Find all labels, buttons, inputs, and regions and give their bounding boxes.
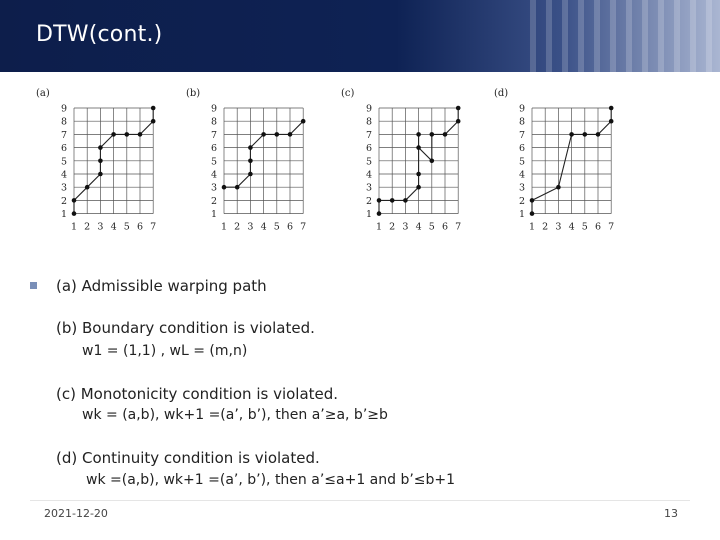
y-tick-label: 1 — [60, 209, 68, 221]
y-tick-label: 8 — [365, 116, 373, 128]
x-tick-label: 7 — [150, 221, 157, 233]
y-tick-label: 4 — [518, 169, 526, 181]
x-tick-label: 2 — [84, 221, 91, 233]
path-point — [443, 132, 448, 137]
x-tick-label: 7 — [300, 221, 307, 233]
path-point — [98, 145, 103, 150]
y-tick-label: 3 — [365, 182, 373, 194]
y-tick-label: 8 — [210, 116, 218, 128]
path-point — [609, 106, 614, 111]
y-tick-label: 9 — [210, 103, 218, 115]
y-tick-label: 1 — [518, 209, 526, 221]
footer-date: 2021-12-20 — [44, 507, 108, 520]
x-tick-label: 2 — [542, 221, 549, 233]
x-tick-label: 1 — [70, 221, 78, 233]
path-point — [416, 132, 421, 137]
y-tick-label: 9 — [518, 103, 526, 115]
x-tick-label: 2 — [234, 221, 241, 233]
x-tick-label: 1 — [220, 221, 228, 233]
x-tick-label: 3 — [555, 221, 562, 233]
y-tick-label: 3 — [518, 182, 526, 194]
path-point — [609, 119, 614, 124]
path-point — [98, 172, 103, 177]
y-tick-label: 5 — [518, 156, 526, 168]
path-point — [248, 159, 253, 164]
x-tick-label: 4 — [415, 221, 422, 233]
path-point — [275, 132, 280, 137]
y-tick-label: 6 — [365, 143, 373, 155]
path-point — [569, 132, 574, 137]
x-tick-label: 5 — [123, 221, 130, 233]
path-point — [288, 132, 293, 137]
x-tick-label: 3 — [402, 221, 409, 233]
x-tick-label: 5 — [428, 221, 435, 233]
panel-b — [186, 88, 306, 233]
path-point — [301, 119, 306, 124]
path-point — [72, 198, 77, 203]
y-tick-label: 2 — [365, 195, 373, 207]
y-tick-label: 8 — [60, 116, 68, 128]
x-tick-label: 3 — [247, 221, 254, 233]
x-tick-label: 4 — [260, 221, 267, 233]
path-point — [72, 211, 77, 216]
path-point — [430, 132, 435, 137]
y-tick-label: 1 — [365, 209, 373, 221]
y-tick-label: 4 — [365, 169, 373, 181]
y-tick-label: 2 — [210, 195, 218, 207]
path-point — [377, 198, 382, 203]
path-point — [377, 211, 382, 216]
panel-label: (c) — [341, 88, 355, 99]
path-point — [222, 185, 227, 190]
path-point — [430, 159, 435, 164]
item-d-formula: wk =(a,b), wk+1 =(a’, b’), then a’≤a+1 and b’≤b+1 — [86, 472, 456, 488]
panel-label: (b) — [186, 88, 201, 99]
item-c-formula: wk = (a,b), wk+1 =(a’, b’), then a’≥a, b’≥b — [82, 407, 388, 423]
y-tick-label: 4 — [60, 169, 68, 181]
x-tick-label: 3 — [97, 221, 104, 233]
x-tick-label: 1 — [375, 221, 383, 233]
path-point — [596, 132, 601, 137]
path-point — [556, 185, 561, 190]
path-point — [85, 185, 90, 190]
item-a-text: (a) Admissible warping path — [56, 277, 267, 295]
x-tick-label: 5 — [581, 221, 588, 233]
y-tick-label: 3 — [210, 182, 218, 194]
y-tick-label: 9 — [60, 103, 68, 115]
y-tick-label: 6 — [210, 143, 218, 155]
path-point — [390, 198, 395, 203]
x-tick-label: 7 — [455, 221, 462, 233]
path-point — [151, 106, 156, 111]
path-point — [530, 211, 535, 216]
x-tick-label: 1 — [528, 221, 536, 233]
path-point — [261, 132, 266, 137]
path-point — [456, 106, 461, 111]
item-b-text: (b) Boundary condition is violated. — [56, 319, 315, 337]
x-tick-label: 7 — [608, 221, 615, 233]
title-bar — [0, 0, 720, 72]
bullet-icon — [30, 282, 37, 289]
path-point — [125, 132, 130, 137]
path-point — [248, 172, 253, 177]
y-tick-label: 2 — [518, 195, 526, 207]
y-tick-label: 1 — [210, 209, 218, 221]
panel-label: (a) — [36, 88, 50, 99]
y-tick-label: 6 — [60, 143, 68, 155]
panel-c — [341, 88, 461, 233]
y-tick-label: 8 — [518, 116, 526, 128]
item-b-formula: w1 = (1,1) , wL = (m,n) — [82, 343, 248, 359]
y-tick-label: 6 — [518, 143, 526, 155]
x-tick-label: 6 — [441, 221, 449, 233]
x-tick-label: 2 — [389, 221, 396, 233]
x-tick-label: 6 — [136, 221, 144, 233]
path-point — [530, 198, 535, 203]
slide-title: DTW(cont.) — [36, 22, 163, 47]
path-point — [416, 145, 421, 150]
path-point — [416, 172, 421, 177]
footer-divider — [30, 500, 690, 501]
y-tick-label: 5 — [365, 156, 373, 168]
path-point — [403, 198, 408, 203]
path-point — [248, 145, 253, 150]
panel-label: (d) — [494, 88, 509, 99]
path-point — [111, 132, 116, 137]
y-tick-label: 7 — [365, 129, 373, 141]
x-tick-label: 6 — [286, 221, 294, 233]
path-point — [235, 185, 240, 190]
path-point — [151, 119, 156, 124]
x-tick-label: 5 — [273, 221, 280, 233]
y-tick-label: 3 — [60, 182, 68, 194]
y-tick-label: 7 — [210, 129, 218, 141]
path-point — [583, 132, 588, 137]
x-tick-label: 4 — [568, 221, 575, 233]
item-d-text: (d) Continuity condition is violated. — [56, 449, 320, 467]
y-tick-label: 2 — [60, 195, 68, 207]
path-point — [416, 185, 421, 190]
y-tick-label: 7 — [518, 129, 526, 141]
panel-a — [36, 88, 156, 233]
y-tick-label: 5 — [210, 156, 218, 168]
header-decoration — [520, 0, 720, 72]
path-point — [138, 132, 143, 137]
y-tick-label: 9 — [365, 103, 373, 115]
path-point — [456, 119, 461, 124]
item-c-text: (c) Monotonicity condition is violated. — [56, 385, 339, 403]
y-tick-label: 4 — [210, 169, 218, 181]
dtw-figure — [30, 82, 680, 242]
panel-d — [494, 88, 614, 233]
path-point — [98, 159, 103, 164]
y-tick-label: 7 — [60, 129, 68, 141]
x-tick-label: 4 — [110, 221, 117, 233]
y-tick-label: 5 — [60, 156, 68, 168]
x-tick-label: 6 — [594, 221, 602, 233]
page-number: 13 — [664, 507, 678, 520]
